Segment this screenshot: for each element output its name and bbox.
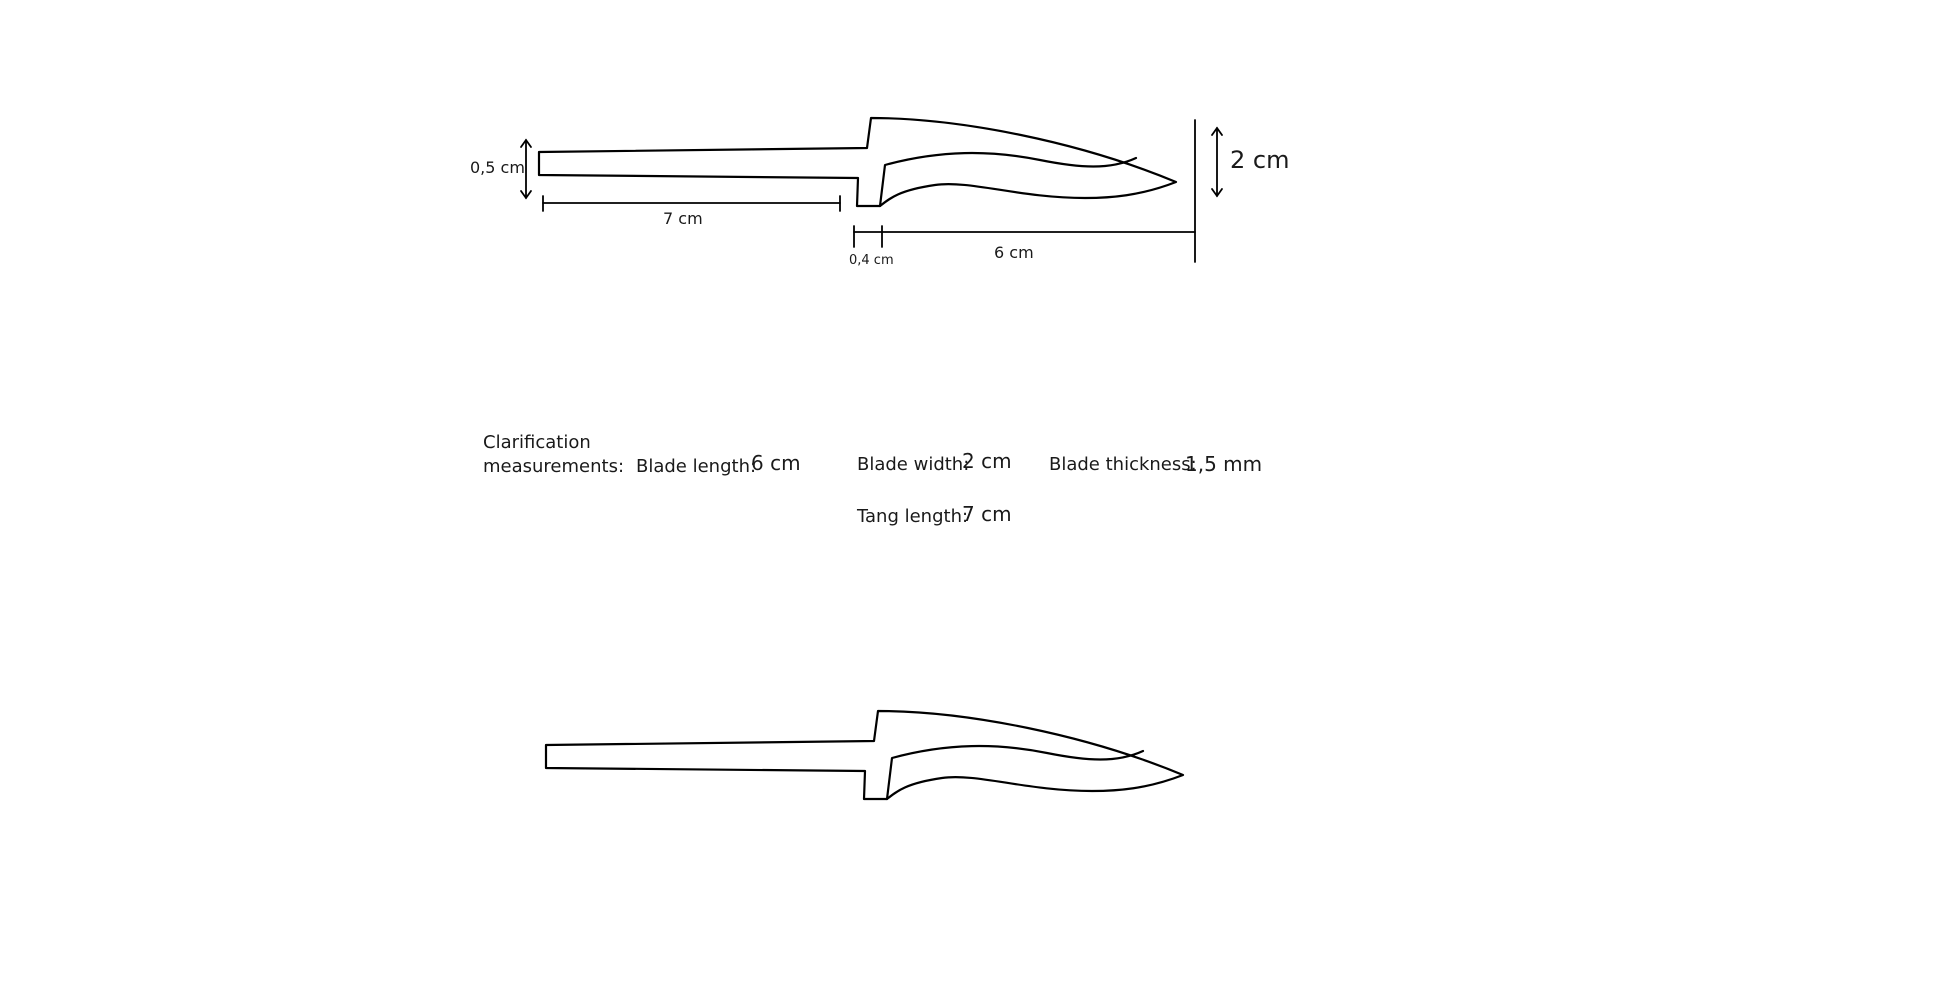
blade-thickness-field-value: 1,5 mm [1185, 452, 1263, 476]
tang-length-label: 7 cm [663, 209, 703, 228]
clarification-measurements [483, 432, 1262, 527]
knife-outline-plain [546, 711, 1183, 799]
blade-width-label: 2 cm [1230, 146, 1290, 174]
tang-length-dimension [543, 196, 840, 228]
blade-thickness-field-label: Blade thickness: [1049, 454, 1197, 475]
knife-outline-dimensioned [539, 118, 1176, 206]
guard-width-label: 0,4 cm [849, 253, 894, 268]
blade-length-field-value: 6 cm [751, 451, 801, 475]
blade-width-dimension [1212, 128, 1289, 196]
blade-length-field-label: Blade length: [636, 456, 757, 477]
clarification-title-line1: Clarification [483, 432, 591, 453]
dimensioned-knife-drawing [470, 118, 1289, 268]
blade-width-field-label: Blade width: [857, 454, 970, 475]
tang-height-dimension [470, 140, 531, 198]
blade-length-label: 6 cm [994, 243, 1034, 262]
clarification-title-line2: measurements: [483, 456, 625, 477]
blade-width-field-value: 2 cm [962, 449, 1012, 473]
tang-length-field-label: Tang length: [857, 506, 969, 527]
tang-length-field-value: 7 cm [962, 502, 1012, 526]
tang-height-label: 0,5 cm [470, 158, 525, 177]
plain-knife-drawing [546, 711, 1183, 799]
